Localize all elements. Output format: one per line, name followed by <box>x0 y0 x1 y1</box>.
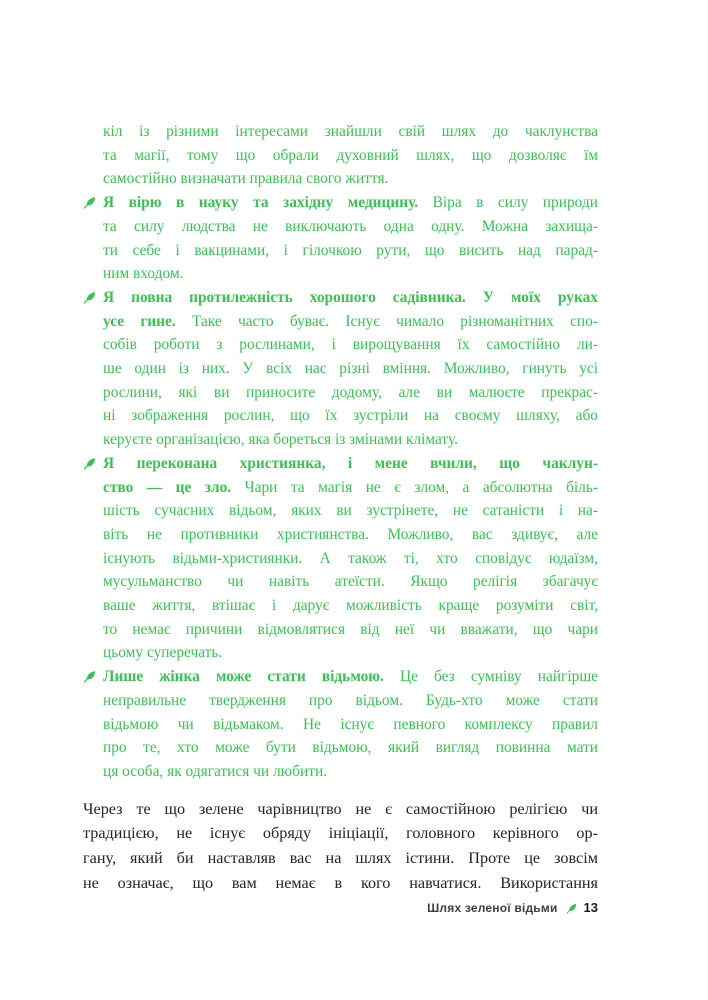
bullet-item <box>103 286 598 452</box>
text-line <box>83 871 598 896</box>
text-line <box>103 120 598 144</box>
text-line <box>103 239 598 263</box>
text-line <box>103 523 598 547</box>
text-line <box>103 215 598 239</box>
bullet-item <box>103 191 598 286</box>
paragraph-text: керуєте організацією, яка бореться із змінами клімату. <box>103 431 458 449</box>
text-line <box>83 821 598 846</box>
paragraph-text: існують відьми-християнки. А також ті, хто сповідує юдаїзм, <box>103 549 598 567</box>
text-line <box>103 641 598 665</box>
text-line <box>103 167 598 191</box>
bullet-item <box>103 665 598 784</box>
bold-lead-text: Лише жінка може стати відьмою. <box>103 668 384 686</box>
bold-lead-text: Я вірю в науку та західну медицину. <box>103 194 419 212</box>
text-line <box>103 499 598 523</box>
paragraph-text: кіл із різними інтересами знайшли свій шлях до чаклунства <box>103 123 598 140</box>
paragraph-text: ця особа, як одягатися чи любити. <box>103 762 328 780</box>
paragraph-text: шість сучасних відьом, яких ви зустрінете, не сатаністи і на- <box>103 502 598 520</box>
paragraph-text: цьому суперечать. <box>103 644 223 662</box>
paragraph-text: то немає причини відмовлятися від неї чи вважати, що чари <box>103 620 598 638</box>
page-content <box>83 120 598 896</box>
text-line <box>103 333 598 357</box>
text-line <box>103 570 598 594</box>
text-line <box>103 404 598 428</box>
leaf-bullet-icon <box>83 196 96 209</box>
paragraph-text: ше один із них. У всіх нас різні вміння. Можливо, гинуть усі <box>103 360 598 378</box>
paragraph-text: про те, хто може бути відьмою, який вигляд повинна мати <box>103 739 598 757</box>
text-line <box>103 594 598 618</box>
paragraph-text: ним входом. <box>103 265 184 283</box>
paragraph-text: самостійно визначати правила свого життя. <box>103 170 389 188</box>
paragraph-text: відьмою чи відьмаком. Не існує певного комплексу правил <box>103 715 598 733</box>
bold-lead-text: Я переконана християнка, і мене вчили, що чаклун- <box>103 454 598 472</box>
paragraph-text: традицією, не існує обряду ініціації, головного керівного ор- <box>83 824 598 843</box>
paragraph-text: ваше життя, втішає і дарує можливість краще розуміти світ, <box>103 597 598 615</box>
paragraph-text: та силу людства не виключають одна одну. Можна захища- <box>103 217 598 235</box>
bold-lead-text: ство — це зло. <box>103 478 232 496</box>
text-line <box>103 618 598 642</box>
paragraph-text: Через те що зелене чарівництво не є самостійною релігією чи <box>83 799 598 818</box>
paragraph-text: собів роботи з рослинами, і вирощування їх самостійно ли- <box>103 336 598 354</box>
text-line <box>103 428 598 452</box>
text-line <box>103 689 598 713</box>
text-line <box>103 452 598 476</box>
page-number: 13 <box>583 900 598 915</box>
body-paragraph <box>83 797 598 896</box>
leaf-bullet-icon <box>83 291 96 304</box>
text-line <box>103 357 598 381</box>
text-line <box>103 144 598 168</box>
running-title: Шлях зеленої відьми <box>427 900 558 915</box>
text-line <box>103 713 598 737</box>
text-line <box>103 262 598 286</box>
text-line <box>83 846 598 871</box>
paragraph-text: мусульманство чи навіть атеїсти. Якщо релігія збагачує <box>103 573 598 591</box>
paragraph-text: гану, який би наставляв вас на шлях істини. Проте це зовсім <box>83 849 598 868</box>
text-line <box>103 665 598 689</box>
paragraph-text: Це без сумніву найгірше <box>383 668 599 686</box>
text-line <box>83 797 598 822</box>
text-line <box>103 547 598 571</box>
text-line <box>103 476 598 500</box>
text-line <box>103 286 598 310</box>
text-line <box>103 310 598 334</box>
leaf-icon <box>566 903 577 914</box>
paragraph-text: не означає, що вам немає в кого навчатися. Використання <box>83 874 598 893</box>
continuation-paragraph <box>103 120 598 191</box>
leaf-bullet-icon <box>83 670 96 683</box>
paragraph-text: рослини, які ви приносите додому, але ви малюєте прекрас- <box>103 383 598 401</box>
paragraph-text: ти себе і вакцинами, і гілочкою рути, що висить над парад- <box>103 241 598 259</box>
bold-lead-text: Я повна протилежність хорошого садівника. У моїх руках <box>103 288 598 306</box>
page-footer <box>427 900 598 915</box>
text-line <box>103 736 598 760</box>
text-line <box>103 760 598 784</box>
paragraph-text: Таке часто буває. Існує чимало різноманітних спо- <box>175 312 598 330</box>
leaf-bullet-icon <box>83 457 96 470</box>
paragraph-text: віть не противники християнства. Можливо, вас здивує, але <box>103 525 598 543</box>
text-line <box>103 191 598 215</box>
paragraph-text: неправильне твердження про відьом. Будь-хто може стати <box>103 691 598 709</box>
paragraph-text: Віра в силу природи <box>418 194 598 212</box>
bullet-item <box>103 452 598 665</box>
paragraph-text: ні зображення рослин, що їх зустріли на своєму шляху, або <box>103 407 598 425</box>
paragraph-text: Чари та магія не є злом, а абсолютна біль- <box>231 478 598 496</box>
bold-lead-text: усе гине. <box>103 312 176 330</box>
text-line <box>103 381 598 405</box>
paragraph-text: та магії, тому що обрали духовний шлях, що дозволяє їм <box>103 146 598 164</box>
